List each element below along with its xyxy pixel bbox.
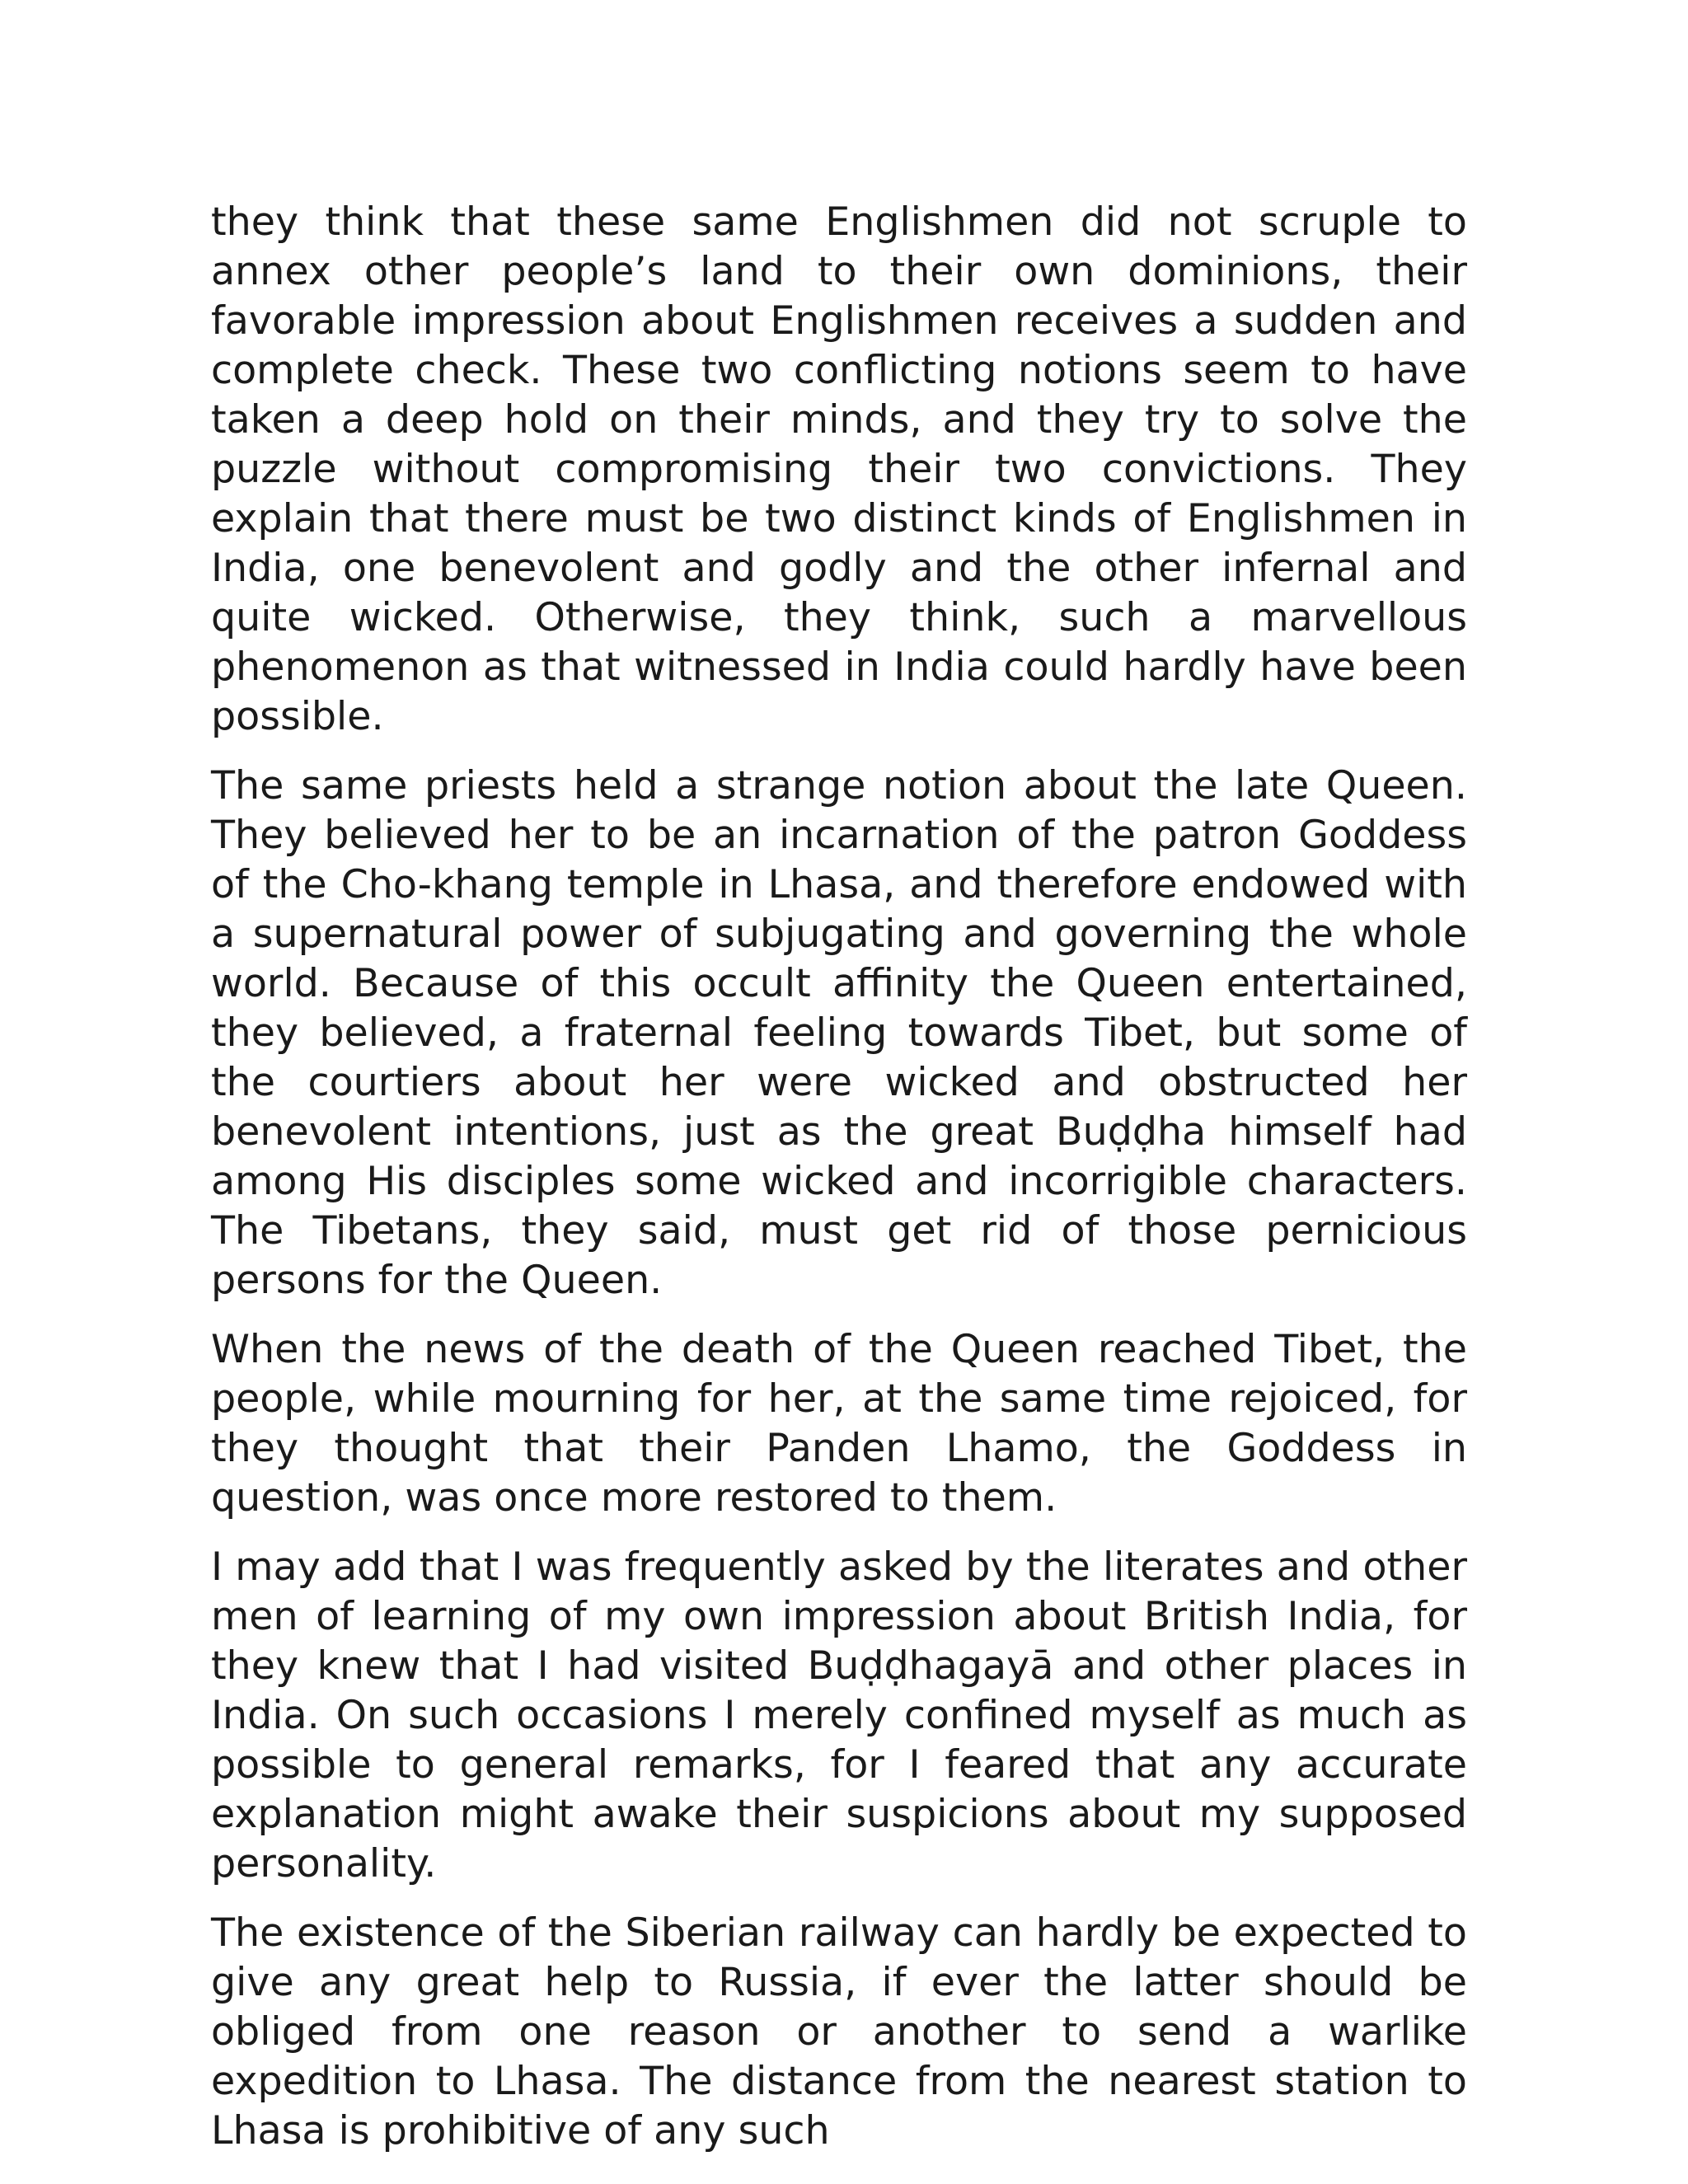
body-text xyxy=(211,198,1467,2156)
paragraph-4: I may add that I was frequently asked by the literates and other men of learning of my own impression about British India, for they knew that I had visited Buḍḍhagayā and other places in India. On such occasions I merely confined myself as much as possible to general remarks, for I feared that any accurate explanation might awake their suspicions about my supposed personality. xyxy=(211,1544,1467,1886)
paragraph-3: When the news of the death of the Queen reached Tibet, the people, while mourning for her, at the same time rejoiced, for they thought that their Panden Lhamo, the Goddess in question, was once more restored to them. xyxy=(211,1327,1467,1521)
paragraph-5: The existence of the Siberian railway can hardly be expected to give any great help to Russia, if ever the latter should be obliged from one reason or another to send a warlike expedition to Lhasa. The distance from the nearest station to Lhasa is prohibitive of any such xyxy=(211,1910,1467,2154)
paragraph-2: The same priests held a strange notion about the late Queen. They believed her to be an incarnation of the patron Goddess of the Cho-khang temple in Lhasa, and therefore endowed with a supernatural power of subjugating and governing the whole world. Because of this occult affinity the Queen entertained, they believed, a fraternal feeling towards Tibet, but some of the courtiers about her were wicked and obstructed her benevolent intentions, just as the great Buḍḍha himself had among His disciples some wicked and incorrigible characters. The Tibetans, they said, must get rid of those pernicious persons for the Queen. xyxy=(211,763,1467,1303)
paragraph-1: they think that these same Englishmen did not scruple to annex other people’s land to their own dominions, their favorable impression about Englishmen receives a sudden and complete check. These two conflicting notions seem to have taken a deep hold on their minds, and they try to solve the puzzle without compromising their two convictions. They explain that there must be two distinct kinds of Englishmen in India, one benevolent and godly and the other infernal and quite wicked. Otherwise, they think, such a marvellous phenomenon as that witnessed in India could hardly have been possible. xyxy=(211,199,1467,739)
